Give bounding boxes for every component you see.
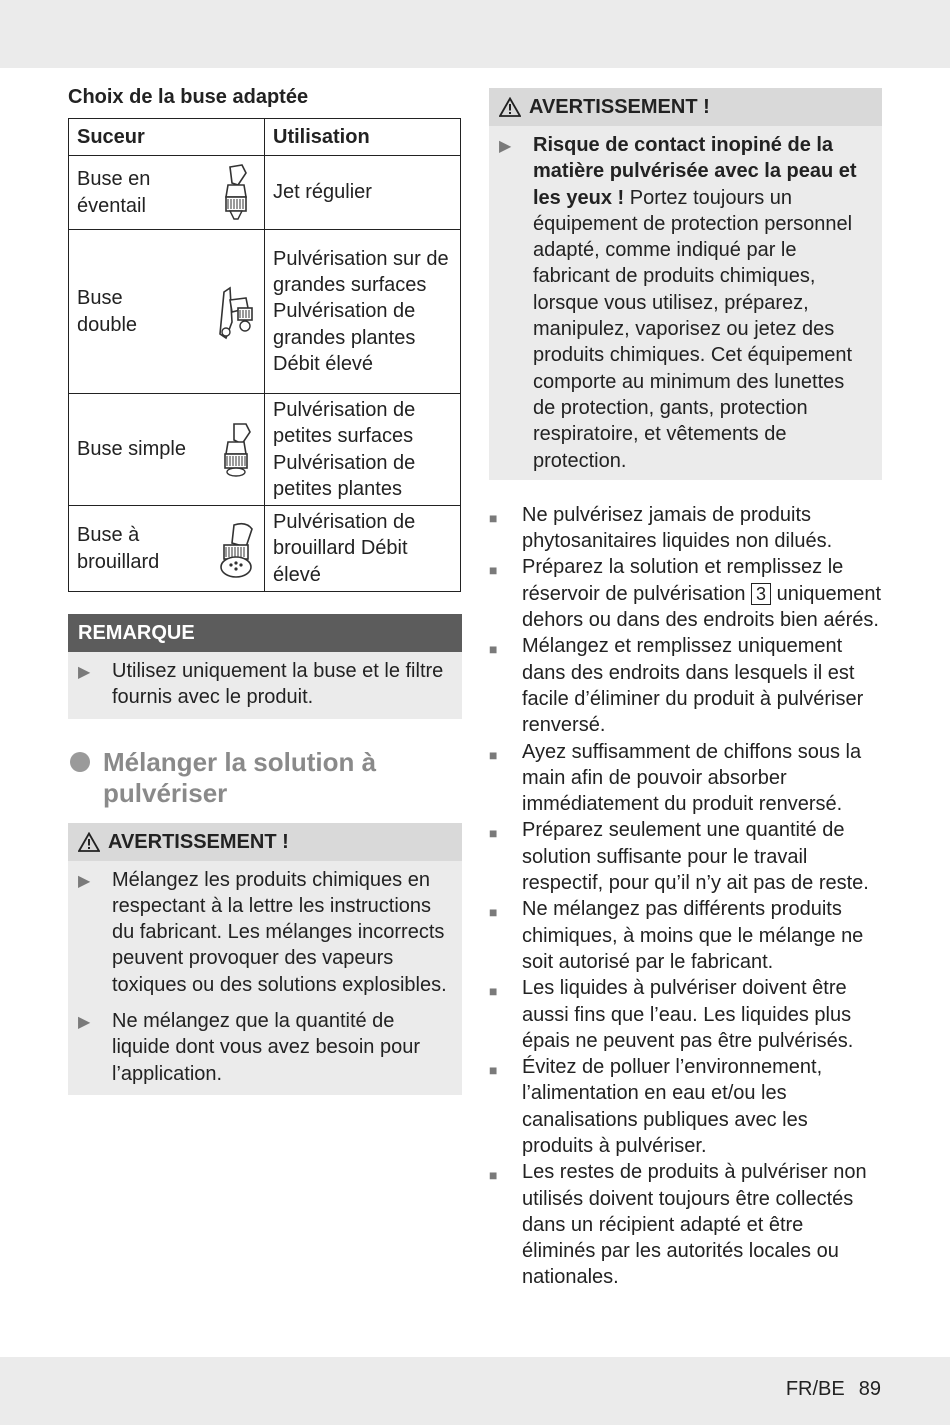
- square-bullet-icon: ■: [489, 641, 498, 658]
- list-item: ■ Ne mélangez pas différents produits chimiques, à moins que le mélange ne soit autorisé par le fabricant.: [489, 896, 882, 975]
- left-column: [68, 84, 462, 1095]
- footer-language: FR/BE: [785, 1378, 845, 1400]
- table-row: [69, 506, 461, 592]
- triangle-bullet-icon: ▶: [78, 664, 91, 681]
- warning-text: Portez toujours un équipement de protection personnel adapté, comme indiqué par le fabricant de produits chimiques, lorsque vous utilisez, préparez, manipulez, vaporisez ou jetez des produits chimiques. Cet équipement comporte au minimum des lunettes de protection, gants, protection respiratoire, et vêtements de protection.: [533, 186, 853, 472]
- header-utilisation: Utilisation: [265, 119, 461, 156]
- table-row: [69, 394, 461, 506]
- list-item: ■ Ne pulvérisez jamais de produits phytosanitaires liquides non dilués.: [489, 502, 882, 555]
- mist-nozzle-icon: [216, 519, 256, 579]
- warning-box-left: [68, 823, 462, 1095]
- table-title: Choix de la buse adaptée: [68, 86, 309, 108]
- warning-heading: AVERTISSEMENT !: [529, 96, 710, 118]
- section-heading: [68, 747, 462, 809]
- list-item: ■ Préparez la solution et remplissez le réservoir de pulvérisation 3 uniquement dehors ou dans des endroits bien aérés.: [489, 554, 882, 633]
- triangle-bullet-icon: ▶: [78, 872, 91, 890]
- list-item: ■ Évitez de polluer l’environnement, l’alimentation en eau et/ou les canalisations publiques avec les produits à pulvériser.: [489, 1054, 882, 1159]
- section-title: Mélanger la solution à pulvériser: [103, 746, 377, 808]
- square-bullet-icon: ■: [489, 825, 498, 842]
- table-row: [69, 230, 461, 394]
- right-column: [489, 88, 882, 1291]
- header-suceur: Suceur: [69, 119, 265, 156]
- page-footer: [786, 1378, 881, 1401]
- nozzle-use: Jet régulier: [265, 156, 461, 230]
- table-header-row: [69, 119, 461, 156]
- nozzle-name: Buse en éventail: [77, 168, 151, 217]
- list-item: ■ Préparez seulement une quantité de solution suffisante pour le travail respectif, pour qu’il n’y ait pas de reste.: [489, 817, 882, 896]
- reference-number: 3: [751, 583, 771, 605]
- remarque-box: [68, 614, 462, 719]
- triangle-bullet-icon: ▶: [499, 138, 512, 155]
- section-dot-icon: [70, 752, 90, 772]
- square-bullet-icon: ■: [489, 509, 498, 526]
- nozzle-name: Buse à brouillard: [77, 524, 160, 573]
- nozzle-table: [68, 118, 461, 592]
- warning-triangle-icon: [499, 97, 521, 117]
- precaution-list: [489, 502, 882, 1291]
- double-nozzle-icon: [216, 282, 256, 342]
- nozzle-name: Buse simple: [77, 438, 186, 461]
- list-item: ■ Les liquides à pulvériser doivent être aussi fins que l’eau. Les liquides plus épais ne peuvent pas être pulvérisés.: [489, 975, 882, 1054]
- list-item: ▶ Mélangez les produits chimiques en respectant à la lettre les instructions du fabricant. Les mélanges incorrects peuvent provoquer des vapeurs toxiques ou des solutions explosibles.: [78, 867, 452, 998]
- square-bullet-icon: ■: [489, 562, 498, 579]
- square-bullet-icon: ■: [489, 1167, 498, 1184]
- list-item: ▶ Utilisez uniquement la buse et le filtre fournis avec le produit.: [78, 658, 452, 711]
- warning-triangle-icon: [78, 832, 100, 852]
- nozzle-use: Pulvérisation de brouillard Débit élevé: [265, 506, 461, 592]
- nozzle-name: Buse double: [77, 287, 138, 336]
- triangle-bullet-icon: ▶: [78, 1014, 91, 1032]
- fan-nozzle-icon: [216, 163, 256, 223]
- remarque-heading: REMARQUE: [68, 614, 462, 652]
- list-item: ■ Mélangez et remplissez uniquement dans des endroits dans lesquels il est facile d’éliminer du produit à pulvériser renversé.: [489, 633, 882, 738]
- list-item: [499, 132, 872, 474]
- warning-bold-text: Risque de contact inopiné de la matière pulvérisée avec la peau et les yeux !: [533, 134, 857, 209]
- warning-box-right: [489, 88, 882, 480]
- square-bullet-icon: ■: [489, 983, 498, 1000]
- nozzle-use: Pulvérisation sur de grandes surfaces Pulvérisation de grandes plantes Débit élevé: [265, 230, 461, 394]
- square-bullet-icon: ■: [489, 746, 498, 763]
- top-band: [0, 0, 950, 68]
- square-bullet-icon: ■: [489, 1062, 498, 1079]
- warning-heading: AVERTISSEMENT !: [108, 830, 289, 853]
- page-number: 89: [858, 1378, 881, 1400]
- nozzle-use: Pulvérisation de petites surfaces Pulvérisation de petites plantes: [265, 394, 461, 506]
- square-bullet-icon: ■: [489, 904, 498, 921]
- single-nozzle-icon: [216, 420, 256, 480]
- list-item: ▶ Ne mélangez que la quantité de liquide dont vous avez besoin pour l’application.: [78, 1008, 452, 1087]
- table-row: [69, 156, 461, 230]
- list-item: ■ Ayez suffisamment de chiffons sous la main afin de pouvoir absorber immédiatement du produit renversé.: [489, 739, 882, 818]
- list-item: ■ Les restes de produits à pulvériser non utilisés doivent toujours être collectés dans un récipient adapté et être éliminés par les autorités locales ou nationales.: [489, 1159, 882, 1290]
